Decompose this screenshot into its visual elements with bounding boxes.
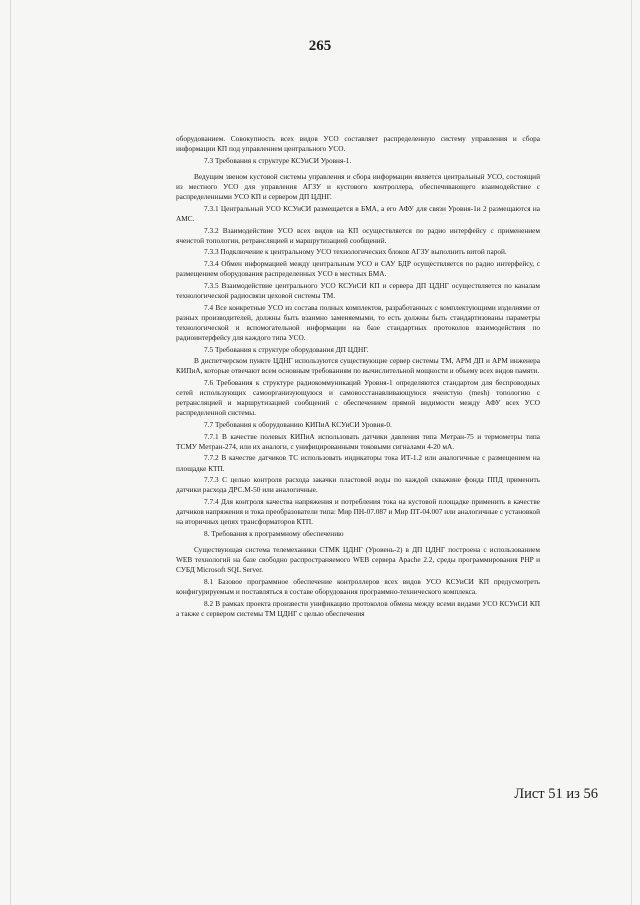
paragraph: 7.7.3 С целью контроля расхода закачки пластовой воды по каждой скважине фонда ППД применить датчики расхода ДРС.М-50 или аналогичные. [176, 475, 540, 495]
sheet-counter: Лист 51 из 56 [514, 786, 598, 802]
paragraph: оборудованием. Совокупность всех видов УСО составляет распределенную систему управления и сбора информации КП под управлением центрального УСО. [176, 134, 540, 154]
section-heading: 7.3 Требования к структуре КСУиСИ Уровня-1. [204, 155, 352, 165]
paragraph: 7.3.5 Взаимодействие центрального УСО КСУиСИ КП и сервера ДП ЦДНГ осуществляется по каналам технологической радиосвязи цеховой системы ТМ. [176, 280, 540, 300]
paragraph: Ведущим звеном кустовой системы управления и сбора информации является центральный УСО, состоящий из местного УСО для управления АГЗУ и кустового контроллера, обеспечивающего взаимодействие с распределенными УСО КП и сервером ДП ЦДНГ. [176, 171, 540, 202]
paragraph: 8.2 В рамках проекта произвести унификацию протоколов обмена между всеми видами УСО КСУиСИ КП а также с сервером системы ТМ ЦДНГ с целью обеспечения [176, 598, 540, 618]
section-heading: 8. Требования к программному обеспечению [204, 528, 344, 538]
scan-edge-right [631, 0, 632, 905]
section-heading: 7.7 Требования к оборудованию КИПиА КСУиСИ Уровня-0. [204, 419, 392, 429]
paragraph: Существующая система телемеханики СТМК ЦДНГ (Уровень-2) в ДП ЦДНГ построена с использованием WEB технологий на базе свободно распространяемого WEB сервера Apache 2.2, среды программирования PHP и СУБД Microsoft SQL Server. [176, 544, 540, 575]
paragraph: 7.4 Все конкретные УСО из состава полных комплектов, разработанных с комплектующими изделиями от разных производителей, должны быть взаимно заменяемыми, то есть должны быть стандартизованы параметры технологической и вспомогательной информации на базе стандартных протоколов взаимодействия по радиоинтерфейсу для каждого типа УСО. [176, 302, 540, 342]
paragraph: В диспетчерском пункте ЦДНГ используются существующие сервер системы ТМ, АРМ ДП и АРМ инженера КИПиА, которые отвечают всем основным требованиям по вычислительной мощности и объему всех видов памяти. [176, 356, 540, 376]
page-number: 265 [308, 38, 332, 54]
paragraph: 7.3.1 Центральный УСО КСУиСИ размещается в БМА, а его АФУ для связи Уровня-1и 2 размещаются на АМС. [176, 203, 540, 223]
paragraph: 7.3.4 Обмен информацией между центральным УСО и САУ БДР осуществляется по радио интерфейсу, с размещением оборудования распределенных УСО в местных БМА. [176, 259, 540, 279]
paragraph: 7.7.4 Для контроля качества напряжения и потребления тока на кустовой площадке применить в качестве датчиков напряжения и тока преобразователи типа: Мир ПН-07.087 и Мир ПТ-04.007 или аналогичные с установкой на вторичных цепях трансформаторов КТП. [176, 497, 540, 527]
paragraph: 7.6 Требования к структуре радиокоммуникаций Уровня-1 определяются стандартом для беспроводных сетей использующих самоорганизующуюся и самовосстанавливающуюся ячеистую (mesh) топологию с ретрансляцией и маршрутизацией сообщений с обеспечением прямой видимости между АФУ всех УСО распределенной системы. [176, 378, 540, 418]
paragraph: 8.1 Базовое программное обеспечение контроллеров всех видов УСО КСУиСИ КП предусмотреть конфигурируемым и поставляться в составе оборудования программно-технического комплекса. [176, 576, 540, 596]
paragraph: 7.3.3 Подключение к центральному УСО технологических блоков АГЗУ выполнить витой парой. [204, 247, 507, 257]
paragraph: 7.7.2 В качестве датчиков ТС использовать индикаторы тока ИТ-1.2 или аналогичные с размещением на площадке КТП. [176, 453, 540, 473]
section-heading: 7.5 Требования к структуре оборудования ДП ЦДНГ. [204, 344, 369, 354]
paragraph: 7.7.1 В качестве полевых КИПиА использовать датчики давления типа Метран-75 и термометры типа ТСМУ Метран-274, или их аналоги, с унифицированными токовыми сигналами 4-20 мА. [176, 431, 540, 451]
paragraph: 7.3.2 Взаимодействие УСО всех видов на КП осуществляется по радио интерфейсу с применением ячеистой топологии, ретрансляцией и маршрутизацией сообщений. [176, 225, 540, 245]
document-body [176, 134, 540, 620]
scan-edge-left [10, 0, 11, 905]
